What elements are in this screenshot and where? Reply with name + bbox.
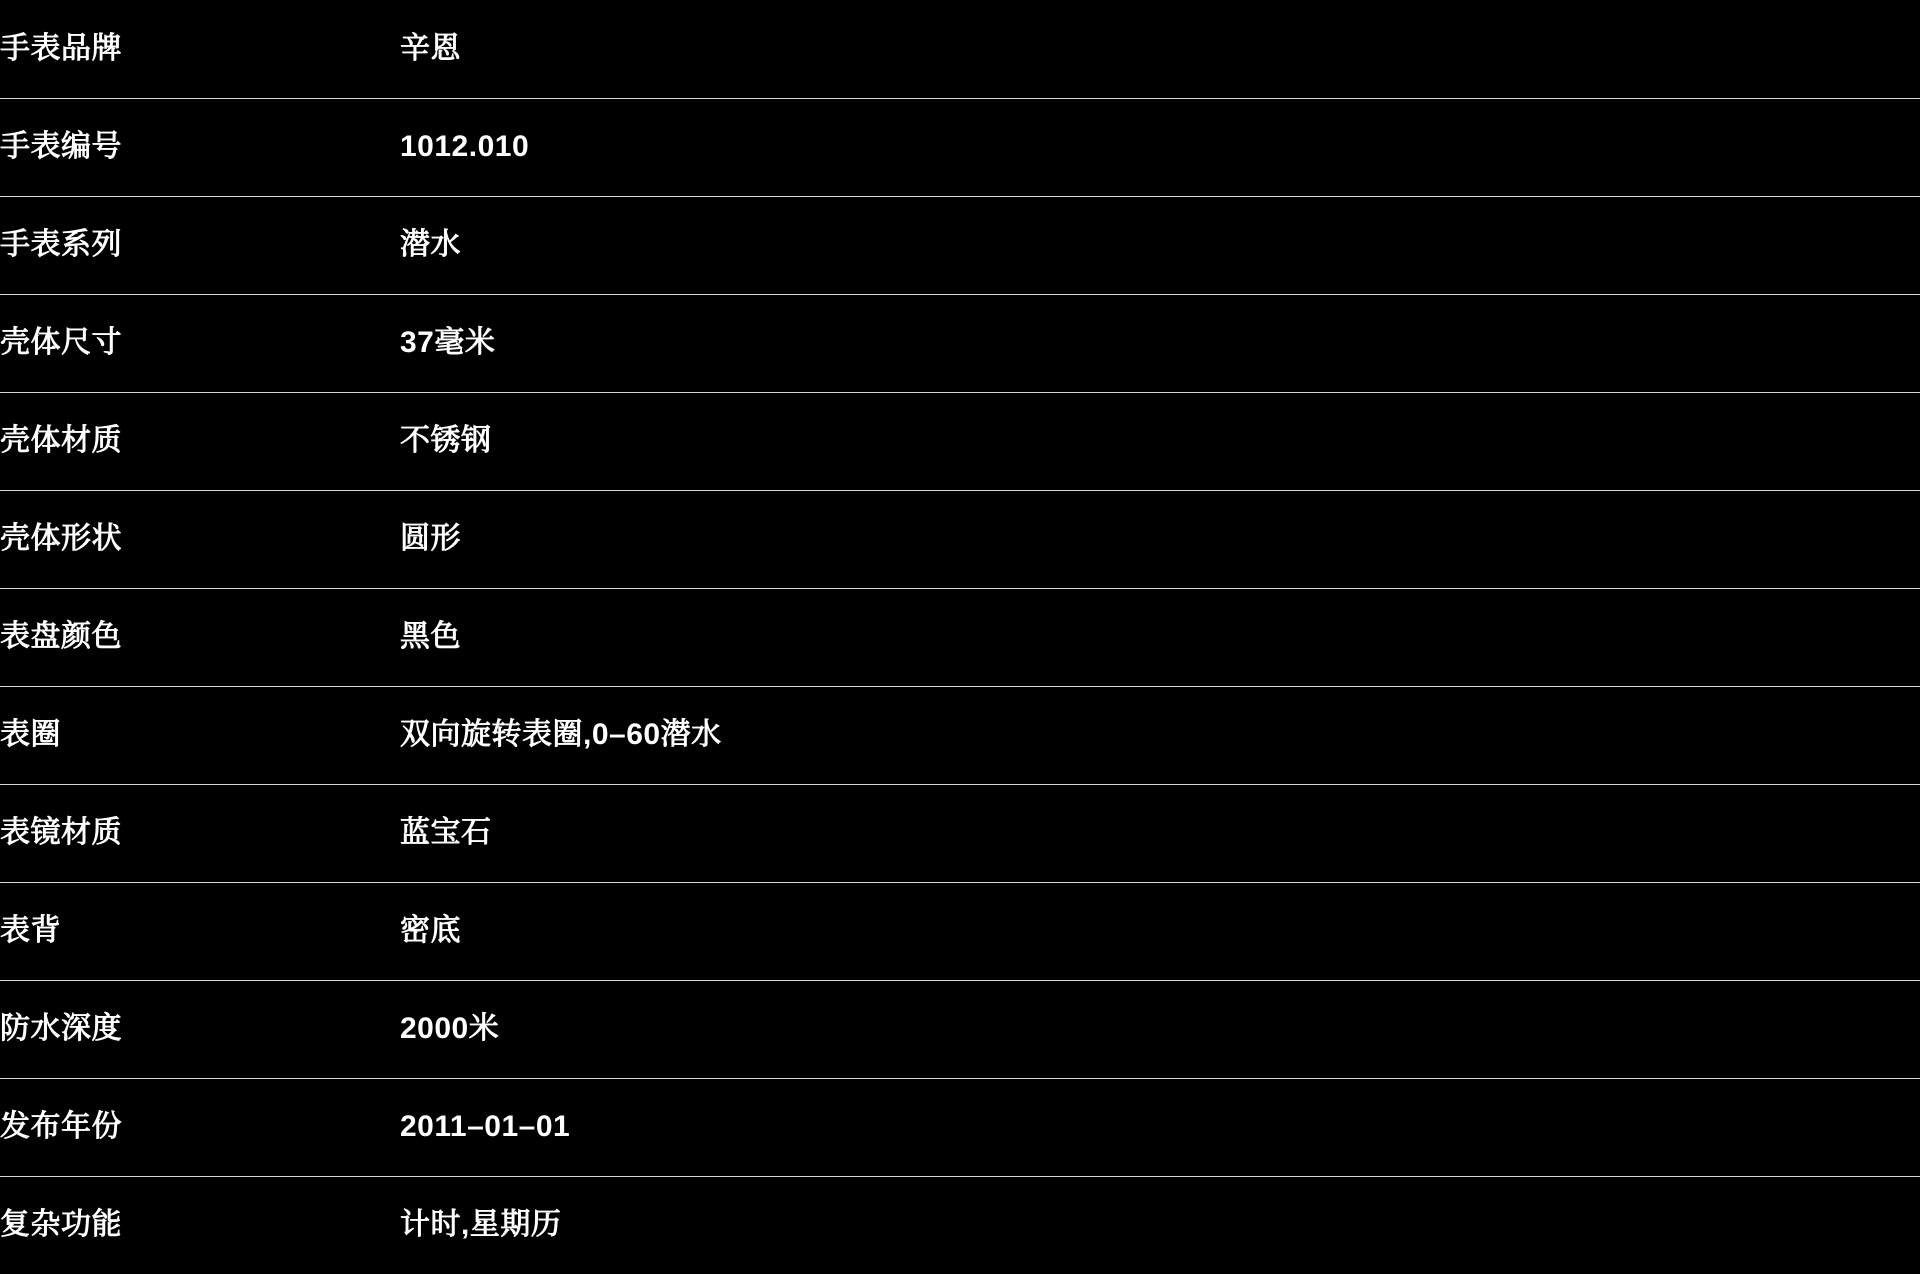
spec-value: 2011–01–01 <box>400 1078 1920 1176</box>
spec-label: 表盘颜色 <box>0 588 400 686</box>
spec-value: 不锈钢 <box>400 392 1920 490</box>
spec-value: 圆形 <box>400 490 1920 588</box>
spec-value: 1012.010 <box>400 98 1920 196</box>
spec-value: 黑色 <box>400 588 1920 686</box>
spec-value: 37毫米 <box>400 294 1920 392</box>
table-row <box>0 686 1920 784</box>
spec-label: 壳体材质 <box>0 392 400 490</box>
spec-value: 密底 <box>400 882 1920 980</box>
table-row <box>0 392 1920 490</box>
table-row <box>0 196 1920 294</box>
spec-value: 计时,星期历 <box>400 1176 1920 1274</box>
spec-label: 发布年份 <box>0 1078 400 1176</box>
table-row <box>0 98 1920 196</box>
spec-label: 表镜材质 <box>0 784 400 882</box>
spec-label: 手表品牌 <box>0 0 400 98</box>
spec-value: 辛恩 <box>400 0 1920 98</box>
spec-label: 复杂功能 <box>0 1176 400 1274</box>
spec-label: 表圈 <box>0 686 400 784</box>
table-row <box>0 294 1920 392</box>
spec-label: 表背 <box>0 882 400 980</box>
spec-label: 壳体尺寸 <box>0 294 400 392</box>
spec-label: 壳体形状 <box>0 490 400 588</box>
table-row <box>0 980 1920 1078</box>
table-row <box>0 490 1920 588</box>
spec-label: 手表编号 <box>0 98 400 196</box>
table-row <box>0 588 1920 686</box>
table-row <box>0 784 1920 882</box>
spec-value: 蓝宝石 <box>400 784 1920 882</box>
spec-label: 防水深度 <box>0 980 400 1078</box>
table-row <box>0 882 1920 980</box>
spec-value: 2000米 <box>400 980 1920 1078</box>
spec-value: 双向旋转表圈,0–60潜水 <box>400 686 1920 784</box>
table-row <box>0 1078 1920 1176</box>
table-row <box>0 0 1920 98</box>
table-row <box>0 1176 1920 1274</box>
spec-value: 潜水 <box>400 196 1920 294</box>
spec-label: 手表系列 <box>0 196 400 294</box>
